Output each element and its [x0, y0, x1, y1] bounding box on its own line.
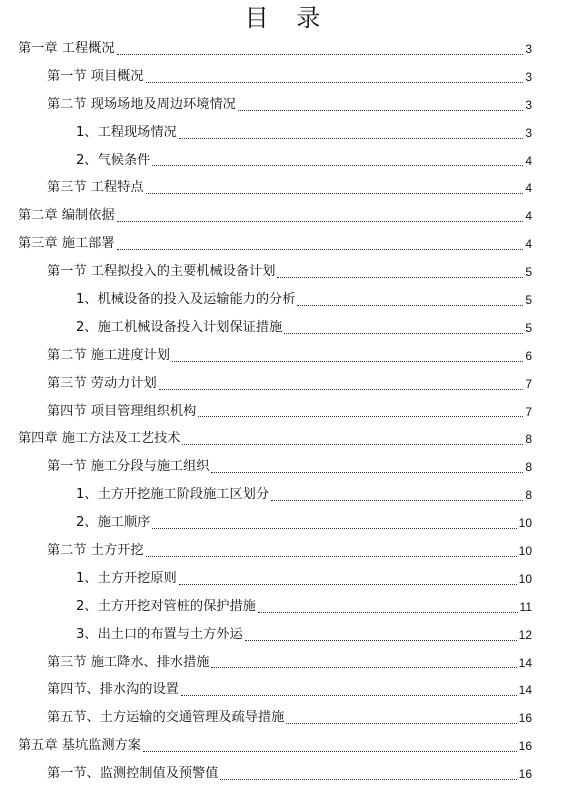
toc-entry-title[interactable]: 第五章 基坑监测方案	[18, 738, 141, 754]
toc-page-number: 4	[525, 153, 532, 168]
toc-entry[interactable]	[0, 481, 575, 509]
toc-entry-title[interactable]: 2、施工顺序	[76, 515, 151, 531]
toc-dot-leader	[159, 389, 524, 390]
toc-entry[interactable]	[0, 537, 575, 565]
toc-entry[interactable]	[0, 63, 575, 91]
toc-page-number: 14	[518, 683, 532, 698]
toc-dot-leader	[211, 667, 516, 668]
toc-entry[interactable]	[0, 230, 575, 258]
toc-entry-title[interactable]: 1、土方开挖施工阶段施工区划分	[76, 487, 270, 503]
toc-dot-leader	[146, 193, 524, 194]
toc-entry[interactable]	[0, 370, 575, 398]
toc-entry-title[interactable]: 第二节 现场场地及周边环境情况	[47, 96, 236, 112]
toc-entry-title[interactable]: 1、工程现场情况	[76, 124, 177, 140]
toc-dot-leader	[152, 528, 516, 529]
toc-entry-title[interactable]: 第二节 施工进度计划	[47, 347, 170, 363]
toc-page-number: 12	[518, 627, 532, 642]
toc-dot-leader	[258, 612, 518, 613]
toc-page-number: 16	[518, 739, 532, 754]
toc-entry[interactable]	[0, 35, 575, 63]
toc-entry-title[interactable]: 第三节 施工降水、排水措施	[47, 654, 210, 670]
toc-entry[interactable]	[0, 258, 575, 286]
toc-page-number: 3	[525, 41, 532, 56]
toc-page-number: 11	[519, 599, 532, 614]
toc-entry[interactable]	[0, 760, 575, 788]
toc-page-number: 5	[525, 265, 532, 280]
toc-page-number: 8	[525, 488, 532, 503]
toc-page-number: 4	[525, 181, 532, 196]
toc-page-number: 8	[525, 460, 532, 475]
toc-list	[0, 35, 575, 788]
toc-entry-title[interactable]: 第一章 工程概况	[18, 40, 115, 56]
toc-entry-title[interactable]: 第三节 劳动力计划	[47, 375, 157, 391]
toc-dot-leader	[198, 416, 523, 417]
toc-entry-title[interactable]: 第二节 土方开挖	[47, 542, 144, 558]
toc-entry-title[interactable]: 2、气候条件	[76, 152, 151, 168]
toc-entry-title[interactable]: 第三节 工程特点	[47, 180, 144, 196]
toc-entry-title[interactable]: 3、出土口的布置与土方外运	[76, 626, 243, 642]
toc-dot-leader	[179, 138, 524, 139]
toc-page-number: 4	[525, 209, 532, 224]
toc-page-number: 6	[525, 348, 532, 363]
toc-dot-leader	[117, 249, 524, 250]
toc-page-number: 10	[518, 571, 532, 586]
toc-entry[interactable]	[0, 565, 575, 593]
toc-dot-leader	[146, 82, 524, 83]
page-title: 目 录	[244, 4, 331, 32]
toc-entry-title[interactable]: 第一节、监测控制值及预警值	[47, 766, 219, 782]
toc-entry[interactable]	[0, 425, 575, 453]
toc-page-number: 16	[518, 767, 532, 782]
toc-entry[interactable]	[0, 593, 575, 621]
toc-dot-leader	[220, 779, 516, 780]
toc-entry-title[interactable]: 第一节 施工分段与施工组织	[47, 459, 210, 475]
toc-dot-leader	[286, 723, 516, 724]
toc-dot-leader	[146, 556, 517, 557]
toc-page-number: 3	[525, 125, 532, 140]
toc-dot-leader	[271, 500, 523, 501]
toc-page-number: 16	[518, 711, 532, 726]
toc-page-number: 10	[518, 543, 532, 558]
toc-entry-title[interactable]: 第四章 施工方法及工艺技术	[18, 431, 181, 447]
toc-dot-leader	[245, 640, 517, 641]
toc-page-number: 10	[518, 516, 532, 531]
toc-entry[interactable]	[0, 509, 575, 537]
toc-dot-leader	[117, 54, 524, 55]
toc-entry[interactable]	[0, 174, 575, 202]
toc-dot-leader	[181, 695, 517, 696]
toc-entry[interactable]	[0, 147, 575, 175]
toc-entry[interactable]	[0, 314, 575, 342]
toc-entry-title[interactable]: 第二章 编制依据	[18, 208, 115, 224]
toc-entry[interactable]	[0, 649, 575, 677]
toc-dot-leader	[297, 305, 523, 306]
toc-entry[interactable]	[0, 398, 575, 426]
toc-entry-title[interactable]: 第一节 项目概况	[47, 68, 144, 84]
toc-entry-title[interactable]: 1、土方开挖原则	[76, 570, 177, 586]
toc-entry[interactable]	[0, 342, 575, 370]
toc-dot-leader	[284, 333, 523, 334]
toc-page-number: 5	[525, 320, 532, 335]
toc-dot-leader	[152, 165, 523, 166]
toc-page-number: 3	[525, 69, 532, 84]
toc-entry[interactable]	[0, 676, 575, 704]
toc-entry-title[interactable]: 第四节、排水沟的设置	[47, 682, 179, 698]
toc-page-number: 8	[525, 432, 532, 447]
toc-dot-leader	[117, 221, 524, 222]
toc-dot-leader	[172, 361, 523, 362]
toc-page-number: 3	[525, 97, 532, 112]
toc-dot-leader	[211, 472, 523, 473]
toc-entry[interactable]	[0, 91, 575, 119]
toc-entry[interactable]	[0, 704, 575, 732]
toc-page-number: 4	[525, 237, 532, 252]
toc-dot-leader	[238, 110, 523, 111]
toc-entry-title[interactable]: 2、施工机械设备投入计划保证措施	[76, 319, 283, 335]
toc-dot-leader	[179, 584, 517, 585]
toc-entry-title[interactable]: 第一节 工程拟投入的主要机械设备计划	[47, 264, 276, 280]
toc-entry[interactable]	[0, 621, 575, 649]
toc-entry-title[interactable]: 第四节 项目管理组织机构	[47, 403, 197, 419]
toc-page-number: 14	[518, 655, 532, 670]
toc-entry-title[interactable]: 1、机械设备的投入及运输能力的分析	[76, 291, 296, 307]
toc-entry-title[interactable]: 第三章 施工部署	[18, 236, 115, 252]
toc-entry[interactable]	[0, 202, 575, 230]
toc-page-number: 7	[525, 376, 532, 391]
toc-page-number: 7	[525, 404, 532, 419]
toc-entry[interactable]	[0, 732, 575, 760]
toc-dot-leader	[277, 277, 523, 278]
toc-page-number: 5	[525, 292, 532, 307]
toc-entry[interactable]	[0, 286, 575, 314]
toc-dot-leader	[182, 444, 523, 445]
toc-entry-title[interactable]: 2、土方开挖对管桩的保护措施	[76, 598, 256, 614]
toc-dot-leader	[143, 751, 517, 752]
toc-entry[interactable]	[0, 119, 575, 147]
toc-entry[interactable]	[0, 453, 575, 481]
toc-entry-title[interactable]: 第五节、土方运输的交通管理及疏导措施	[47, 710, 285, 726]
